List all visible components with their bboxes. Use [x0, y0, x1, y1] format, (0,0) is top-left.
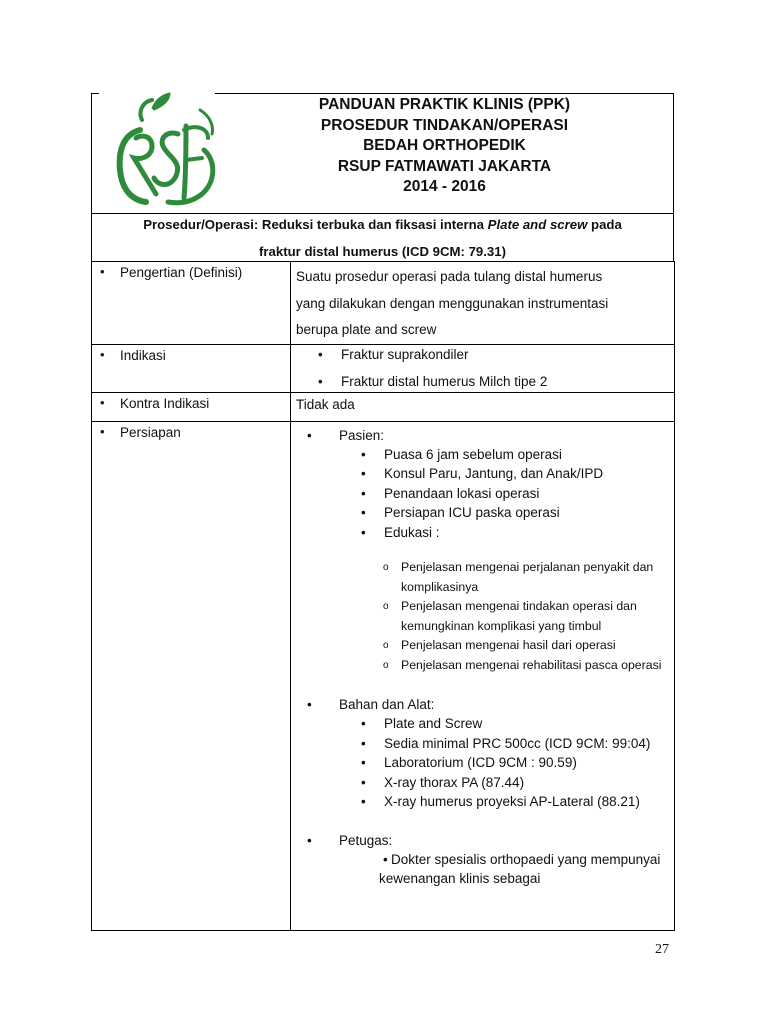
page-number: 27 — [655, 942, 669, 957]
table-row-definisi — [92, 262, 675, 345]
edukasi-item: o Penjelasan mengenai tindakan operasi dan kemungkinan komplikasi yang timbul — [291, 597, 668, 636]
title-line-2: PROSEDUR TINDAKAN/OPERASI — [320, 116, 569, 134]
row-label: • Persiapan — [92, 422, 290, 440]
list-item: • Puasa 6 jam sebelum operasi — [291, 445, 668, 465]
list-item: • X-ray thorax PA (87.44) — [291, 773, 668, 793]
bahan-heading: • Bahan dan Alat: — [291, 695, 668, 714]
document-title — [215, 95, 674, 198]
list-item: • Edukasi : — [291, 523, 668, 543]
list-item: • Penandaan lokasi operasi — [291, 484, 668, 504]
table-row-indikasi — [92, 344, 675, 392]
procedure-band — [91, 214, 674, 262]
edukasi-item: o Penjelasan mengenai perjalanan penyakit dan komplikasinya — [291, 558, 668, 597]
indikasi-list — [291, 345, 674, 392]
procedure-line-1: Prosedur/Operasi: Reduksi terbuka dan fiksasi interna Plate and screw pada — [143, 217, 622, 232]
rsf-logo — [112, 90, 222, 212]
title-line-1: PANDUAN PRAKTIK KLINIS (PPK) — [318, 96, 571, 113]
list-item: • Laboratorium (ICD 9CM : 90.59) — [291, 753, 668, 773]
row-label: • Kontra Indikasi — [92, 393, 290, 411]
table-row-persiapan — [92, 421, 675, 930]
edukasi-item: o Penjelasan mengenai rehabilitasi pasca operasi — [291, 656, 668, 676]
title-line-4: RSUP FATMAWATI JAKARTA — [337, 157, 552, 175]
edukasi-item: o Penjelasan mengenai hasil dari operasi — [291, 636, 668, 656]
definisi-text: Suatu prosedur operasi pada tulang distal humerus yang dilakukan dengan menggunakan instrumentasi berupa plate and screw — [296, 269, 609, 337]
list-item: • Dokter spesialis orthopaedi yang mempunyai kewenangan klinis sebagai — [291, 850, 668, 889]
list-item: • Fraktur distal humerus Milch tipe 2 — [291, 372, 674, 392]
list-item: • Fraktur suprakondiler — [291, 345, 674, 365]
kontra-text: Tidak ada — [296, 396, 355, 412]
table-row-kontra-indikasi — [92, 392, 675, 421]
list-item: • X-ray humerus proyeksi AP-Lateral (88.21) — [291, 792, 668, 812]
procedure-line-2: fraktur distal humerus (ICD 9CM: 79.31) — [259, 244, 506, 259]
list-item: • Konsul Paru, Jantung, dan Anak/IPD — [291, 464, 668, 484]
pasien-heading: • Pasien: — [291, 426, 668, 445]
row-label: • Pengertian (Definisi) — [92, 262, 290, 280]
list-item: • Plate and Screw — [291, 714, 668, 734]
row-label: • Indikasi — [92, 345, 290, 363]
title-line-3: BEDAH ORTHOPEDIK — [363, 137, 526, 154]
petugas-heading: • Petugas: — [291, 831, 668, 850]
ppk-table — [91, 261, 675, 931]
list-item: • Sedia minimal PRC 500cc (ICD 9CM: 99:04) — [291, 734, 668, 754]
title-line-5: 2014 - 2016 — [403, 178, 486, 195]
persiapan-content — [291, 422, 674, 893]
list-item: • Persiapan ICU paska operasi — [291, 503, 668, 523]
